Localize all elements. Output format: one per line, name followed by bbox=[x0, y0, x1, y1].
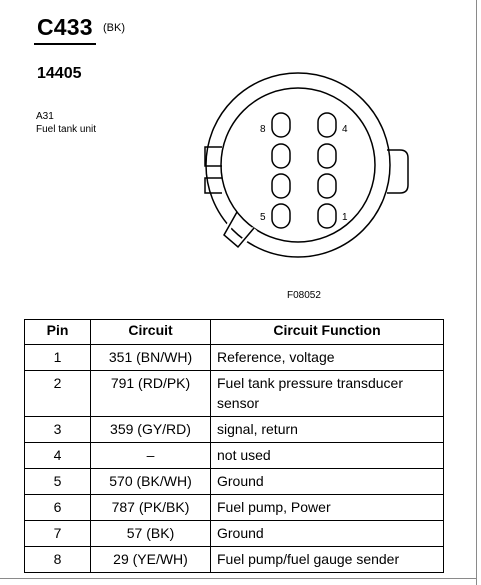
pin-cell: 5 bbox=[25, 469, 91, 495]
figure-reference: F08052 bbox=[287, 290, 321, 301]
circuit-cell: 570 (BK/WH) bbox=[91, 469, 211, 495]
pin-cavity-7 bbox=[272, 144, 290, 168]
pin-cell: 8 bbox=[25, 547, 91, 573]
circuit-cell: 57 (BK) bbox=[91, 521, 211, 547]
table-row bbox=[25, 417, 444, 443]
header-pin: Pin bbox=[25, 320, 91, 345]
circuit-cell: 29 (YE/WH) bbox=[91, 547, 211, 573]
connector-outer-ring bbox=[206, 73, 390, 257]
pin-label-4: 4 bbox=[342, 124, 348, 135]
function-cell: not used bbox=[211, 443, 444, 469]
pin-cavity-6 bbox=[272, 174, 290, 198]
part-number: 14405 bbox=[37, 65, 82, 82]
table-row bbox=[25, 521, 444, 547]
pin-cavity-4 bbox=[318, 113, 336, 137]
pin-cell: 4 bbox=[25, 443, 91, 469]
connector-inner-face bbox=[221, 88, 375, 242]
pin-cell: 6 bbox=[25, 495, 91, 521]
page-border-bottom bbox=[0, 578, 477, 579]
pin-cavity-1 bbox=[318, 204, 336, 228]
header-circuit: Circuit bbox=[91, 320, 211, 345]
table-row bbox=[25, 495, 444, 521]
pin-cell: 7 bbox=[25, 521, 91, 547]
function-cell: Fuel pump/fuel gauge sender bbox=[211, 547, 444, 573]
pin-cavity-5 bbox=[272, 204, 290, 228]
circuit-cell: 791 (RD/PK) bbox=[91, 371, 211, 417]
pinout-table bbox=[24, 319, 444, 573]
function-cell: Ground bbox=[211, 469, 444, 495]
connector-color: (BK) bbox=[103, 22, 125, 34]
function-cell: signal, return bbox=[211, 417, 444, 443]
table-header-row bbox=[25, 320, 444, 345]
table-row bbox=[25, 469, 444, 495]
pin-cell: 1 bbox=[25, 345, 91, 371]
pin-label-1: 1 bbox=[342, 212, 348, 223]
function-cell: Fuel pump, Power bbox=[211, 495, 444, 521]
pin-cell: 2 bbox=[25, 371, 91, 417]
pin-label-5: 5 bbox=[260, 212, 266, 223]
function-cell: Fuel tank pressure transducer sensor bbox=[211, 371, 444, 417]
circuit-cell: – bbox=[91, 443, 211, 469]
header-function: Circuit Function bbox=[211, 320, 444, 345]
pin-cavity-2 bbox=[318, 174, 336, 198]
function-cell: Ground bbox=[211, 521, 444, 547]
circuit-cell: 787 (PK/BK) bbox=[91, 495, 211, 521]
pin-cell: 3 bbox=[25, 417, 91, 443]
pin-cavity-8 bbox=[272, 113, 290, 137]
component-id: A31 bbox=[36, 111, 54, 122]
circuit-cell: 359 (GY/RD) bbox=[91, 417, 211, 443]
pin-label-8: 8 bbox=[260, 124, 266, 135]
circuit-cell: 351 (BN/WH) bbox=[91, 345, 211, 371]
function-cell: Reference, voltage bbox=[211, 345, 444, 371]
table-row bbox=[25, 345, 444, 371]
table-row bbox=[25, 443, 444, 469]
pin-cavity-3 bbox=[318, 144, 336, 168]
table-row bbox=[25, 547, 444, 573]
component-name: Fuel tank unit bbox=[36, 124, 97, 135]
connector-id: C433 bbox=[37, 14, 93, 40]
table-row bbox=[25, 371, 444, 417]
